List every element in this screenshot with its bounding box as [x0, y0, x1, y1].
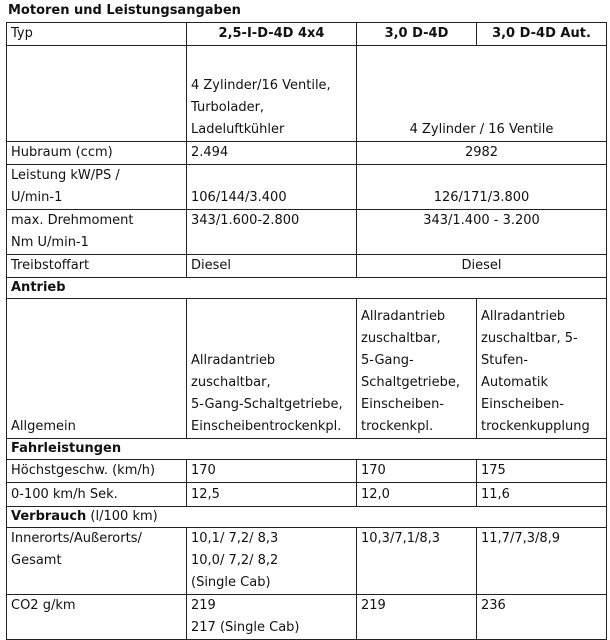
drehmoment-label	[7, 210, 187, 255]
hoechst-col2: 170	[357, 460, 477, 483]
leistung-col1: 106/144/3.400	[187, 165, 357, 210]
verbrauch-col3: 11,7/7,3/8,9	[477, 528, 607, 595]
antrieb-col2-line: trockenkpl.	[361, 419, 434, 434]
drehmoment-label-line: max. Drehmoment	[11, 213, 134, 228]
antrieb-col3-line: trockenkupplung	[481, 419, 590, 434]
co2-col2: 219	[357, 595, 477, 640]
antrieb-section-title: Antrieb	[7, 278, 607, 299]
beschl-col1: 12,5	[187, 483, 357, 507]
hubraum-label: Hubraum (ccm)	[7, 142, 187, 165]
antrieb-col2-line: Schaltgetriebe,	[361, 375, 460, 390]
co2-label: CO2 g/km	[7, 595, 187, 640]
drehmoment-row	[7, 210, 607, 255]
beschl-col2: 12,0	[357, 483, 477, 507]
treibstoff-row	[7, 255, 607, 278]
header-col1: 2,5-I-D-4D 4x4	[187, 23, 357, 46]
antrieb-col1	[187, 299, 357, 439]
antrieb-col1-line: Einscheibentrockenkpl.	[191, 419, 342, 434]
beschl-col3: 11,6	[477, 483, 607, 507]
hoechst-row	[7, 460, 607, 483]
treibstoff-col23: Diesel	[357, 255, 607, 278]
hoechst-col3: 175	[477, 460, 607, 483]
antrieb-col3-line: Allradantrieb	[481, 309, 566, 324]
engine-col1-line: Ladeluftkühler	[191, 122, 285, 137]
header-col2: 3,0 D-4D	[357, 23, 477, 46]
antrieb-col2	[357, 299, 477, 439]
antrieb-col2-line: zuschaltbar,	[361, 331, 441, 346]
drehmoment-col23: 343/1.400 - 3.200	[357, 210, 607, 255]
verbrauch-col1-line: (Single Cab)	[191, 575, 271, 590]
verbrauch-col1-line: 10,1/ 7,2/ 8,3	[191, 531, 279, 546]
leistung-col23: 126/171/3.800	[357, 165, 607, 210]
engine-col1-line: 4 Zylinder/16 Ventile,	[191, 78, 331, 93]
engine-col1-line: Turbolader,	[191, 100, 265, 115]
antrieb-col3-line: zuschaltbar, 5-	[481, 331, 578, 346]
header-label: Typ	[7, 23, 187, 46]
co2-col1-line: 217 (Single Cab)	[191, 620, 300, 635]
verbrauch-col1-line: 10,0/ 7,2/ 8,2	[191, 553, 279, 568]
antrieb-col3-line: Einscheiben-	[481, 397, 565, 412]
co2-row	[7, 595, 607, 640]
verbrauch-section-unit: (l/100 km)	[86, 509, 158, 524]
antrieb-col2-line: Einscheiben-	[361, 397, 445, 412]
antrieb-col1-line: 5-Gang-Schaltgetriebe,	[191, 397, 343, 412]
leistung-label-line: Leistung kW/PS /	[11, 168, 120, 183]
antrieb-col1-line: zuschaltbar,	[191, 375, 271, 390]
header-row	[7, 23, 607, 46]
drehmoment-col1: 343/1.600-2.800	[187, 210, 357, 255]
header-col3: 3,0 D-4D Aut.	[477, 23, 607, 46]
verbrauch-col1	[187, 528, 357, 595]
verbrauch-section-row	[7, 507, 607, 528]
engine-row	[7, 46, 607, 142]
hoechst-col1: 170	[187, 460, 357, 483]
verbrauch-label	[7, 528, 187, 595]
co2-col3: 236	[477, 595, 607, 640]
hubraum-row	[7, 142, 607, 165]
treibstoff-col1: Diesel	[187, 255, 357, 278]
beschl-label: 0-100 km/h Sek.	[7, 483, 187, 507]
page-title: Motoren und Leistungsangaben	[8, 3, 241, 18]
verbrauch-section-bold: Verbrauch	[11, 509, 87, 524]
verbrauch-section-title	[7, 507, 607, 528]
engine-col23: 4 Zylinder / 16 Ventile	[357, 46, 607, 142]
leistung-label	[7, 165, 187, 210]
antrieb-col2-line: Allradantrieb	[361, 309, 446, 324]
fahrleistungen-section-row	[7, 439, 607, 460]
beschl-row	[7, 483, 607, 507]
co2-col1-line: 219	[191, 598, 216, 613]
antrieb-col3-line: Stufen-	[481, 353, 529, 368]
antrieb-row	[7, 299, 607, 439]
engine-label	[7, 46, 187, 142]
verbrauch-label-line: Gesamt	[11, 553, 62, 568]
antrieb-col1-line: Allradantrieb	[191, 353, 276, 368]
co2-col1	[187, 595, 357, 640]
hubraum-col23: 2982	[357, 142, 607, 165]
hoechst-label: Höchstgeschw. (km/h)	[7, 460, 187, 483]
antrieb-section-row	[7, 278, 607, 299]
antrieb-col2-line: 5-Gang-	[361, 353, 414, 368]
hubraum-col1: 2.494	[187, 142, 357, 165]
antrieb-col3	[477, 299, 607, 439]
verbrauch-row	[7, 528, 607, 595]
drehmoment-label-line: Nm U/min-1	[11, 235, 89, 250]
specs-table	[6, 22, 607, 640]
verbrauch-col2: 10,3/7,1/8,3	[357, 528, 477, 595]
fahrleistungen-section-title: Fahrleistungen	[7, 439, 607, 460]
antrieb-label: Allgemein	[7, 299, 187, 439]
engine-col1	[187, 46, 357, 142]
treibstoff-label: Treibstoffart	[7, 255, 187, 278]
leistung-label-line: U/min-1	[11, 190, 63, 205]
verbrauch-label-line: Innerorts/Außerorts/	[11, 531, 142, 546]
antrieb-col3-line: Automatik	[481, 375, 549, 390]
leistung-row	[7, 165, 607, 210]
